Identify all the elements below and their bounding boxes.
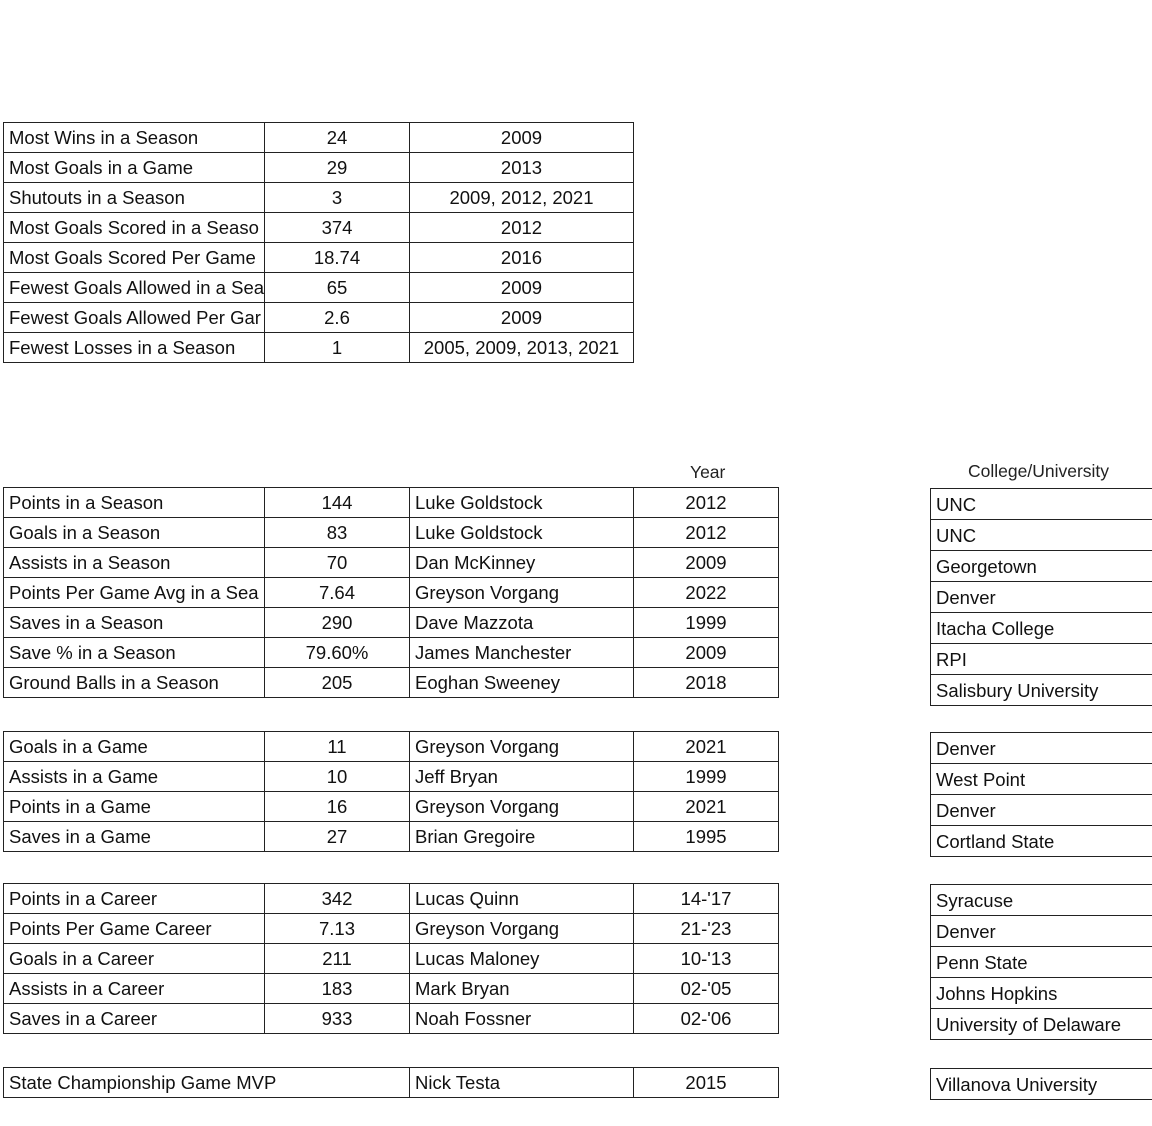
record-year: 2022 bbox=[634, 578, 779, 608]
year-column-header: Year bbox=[690, 462, 726, 482]
record-value: 10 bbox=[265, 762, 410, 792]
record-college: Denver bbox=[931, 916, 1152, 947]
game-records-table bbox=[3, 731, 779, 852]
record-college: West Point bbox=[931, 764, 1152, 795]
record-label: Goals in a Game bbox=[4, 732, 265, 762]
record-year: 14-'17 bbox=[634, 884, 779, 914]
mvp-title: State Championship Game MVP bbox=[4, 1068, 410, 1098]
record-label: Points in a Career bbox=[4, 884, 265, 914]
record-value: 16 bbox=[265, 792, 410, 822]
game-college-column bbox=[930, 732, 1152, 857]
record-label: Most Goals Scored in a Seaso bbox=[4, 213, 265, 243]
record-player: James Manchester bbox=[410, 638, 634, 668]
record-year: 02-'06 bbox=[634, 1004, 779, 1034]
record-player: Lucas Quinn bbox=[410, 884, 634, 914]
record-player: Greyson Vorgang bbox=[410, 914, 634, 944]
record-year: 02-'05 bbox=[634, 974, 779, 1004]
record-year: 2009 bbox=[634, 548, 779, 578]
record-year: 10-'13 bbox=[634, 944, 779, 974]
record-player: Jeff Bryan bbox=[410, 762, 634, 792]
team-records-table bbox=[3, 122, 634, 363]
record-label: Ground Balls in a Season bbox=[4, 668, 265, 698]
record-value: 29 bbox=[265, 153, 410, 183]
record-year: 2009, 2012, 2021 bbox=[410, 183, 634, 213]
record-year: 2021 bbox=[634, 792, 779, 822]
record-year: 2009 bbox=[634, 638, 779, 668]
record-college: University of Delaware bbox=[931, 1009, 1152, 1040]
record-year: 2012 bbox=[634, 488, 779, 518]
record-value: 342 bbox=[265, 884, 410, 914]
record-value: 3 bbox=[265, 183, 410, 213]
record-year: 2016 bbox=[410, 243, 634, 273]
record-label: Assists in a Game bbox=[4, 762, 265, 792]
record-label: Points in a Game bbox=[4, 792, 265, 822]
record-college: Denver bbox=[931, 582, 1152, 613]
record-label: Most Goals Scored Per Game bbox=[4, 243, 265, 273]
record-label: Assists in a Season bbox=[4, 548, 265, 578]
record-label: Points Per Game Career bbox=[4, 914, 265, 944]
mvp-college-column bbox=[930, 1068, 1152, 1100]
record-label: Fewest Goals Allowed Per Gar bbox=[4, 303, 265, 333]
record-value: 7.64 bbox=[265, 578, 410, 608]
mvp-college: Villanova University bbox=[931, 1069, 1152, 1100]
record-year: 2005, 2009, 2013, 2021 bbox=[410, 333, 634, 363]
record-college: Denver bbox=[931, 795, 1152, 826]
record-value: 65 bbox=[265, 273, 410, 303]
record-player: Dan McKinney bbox=[410, 548, 634, 578]
record-year: 1999 bbox=[634, 762, 779, 792]
record-value: 7.13 bbox=[265, 914, 410, 944]
record-value: 183 bbox=[265, 974, 410, 1004]
record-value: 2.6 bbox=[265, 303, 410, 333]
record-year: 2013 bbox=[410, 153, 634, 183]
record-college: RPI bbox=[931, 644, 1152, 675]
record-label: Goals in a Season bbox=[4, 518, 265, 548]
record-college: Cortland State bbox=[931, 826, 1152, 857]
record-player: Greyson Vorgang bbox=[410, 732, 634, 762]
record-value: 11 bbox=[265, 732, 410, 762]
record-year: 2018 bbox=[634, 668, 779, 698]
record-college: Syracuse bbox=[931, 885, 1152, 916]
record-college: Johns Hopkins bbox=[931, 978, 1152, 1009]
record-label: Goals in a Career bbox=[4, 944, 265, 974]
record-value: 70 bbox=[265, 548, 410, 578]
record-year: 2021 bbox=[634, 732, 779, 762]
record-player: Luke Goldstock bbox=[410, 518, 634, 548]
record-player: Lucas Maloney bbox=[410, 944, 634, 974]
record-label: Fewest Losses in a Season bbox=[4, 333, 265, 363]
record-year: 1995 bbox=[634, 822, 779, 852]
record-value: 83 bbox=[265, 518, 410, 548]
record-label: Saves in a Career bbox=[4, 1004, 265, 1034]
record-label: Shutouts in a Season bbox=[4, 183, 265, 213]
college-column-header: College/University bbox=[968, 461, 1110, 481]
record-player: Dave Mazzota bbox=[410, 608, 634, 638]
mvp-year: 2015 bbox=[634, 1068, 779, 1098]
record-value: 374 bbox=[265, 213, 410, 243]
record-label: Saves in a Game bbox=[4, 822, 265, 852]
record-college: Salisbury University bbox=[931, 675, 1152, 706]
record-player: Noah Fossner bbox=[410, 1004, 634, 1034]
record-value: 290 bbox=[265, 608, 410, 638]
record-year: 2009 bbox=[410, 303, 634, 333]
record-player: Eoghan Sweeney bbox=[410, 668, 634, 698]
record-player: Greyson Vorgang bbox=[410, 578, 634, 608]
mvp-player: Nick Testa bbox=[410, 1068, 634, 1098]
record-value: 24 bbox=[265, 123, 410, 153]
record-year: 2009 bbox=[410, 123, 634, 153]
record-college: Georgetown bbox=[931, 551, 1152, 582]
record-year: 2009 bbox=[410, 273, 634, 303]
record-college: UNC bbox=[931, 520, 1152, 551]
record-label: Points Per Game Avg in a Sea bbox=[4, 578, 265, 608]
record-college: Itacha College bbox=[931, 613, 1152, 644]
career-college-column bbox=[930, 884, 1152, 1040]
record-label: Save % in a Season bbox=[4, 638, 265, 668]
record-label: Saves in a Season bbox=[4, 608, 265, 638]
record-value: 933 bbox=[265, 1004, 410, 1034]
record-value: 144 bbox=[265, 488, 410, 518]
season-college-column bbox=[930, 488, 1152, 706]
record-player: Brian Gregoire bbox=[410, 822, 634, 852]
record-value: 211 bbox=[265, 944, 410, 974]
record-year: 21-'23 bbox=[634, 914, 779, 944]
record-value: 27 bbox=[265, 822, 410, 852]
record-college: Penn State bbox=[931, 947, 1152, 978]
record-label: Assists in a Career bbox=[4, 974, 265, 1004]
record-player: Greyson Vorgang bbox=[410, 792, 634, 822]
record-value: 79.60% bbox=[265, 638, 410, 668]
season-records-table bbox=[3, 487, 779, 698]
record-year: 2012 bbox=[634, 518, 779, 548]
record-player: Mark Bryan bbox=[410, 974, 634, 1004]
record-label: Fewest Goals Allowed in a Sea bbox=[4, 273, 265, 303]
record-year: 1999 bbox=[634, 608, 779, 638]
mvp-table bbox=[3, 1067, 779, 1098]
career-records-table bbox=[3, 883, 779, 1034]
record-college: UNC bbox=[931, 489, 1152, 520]
record-label: Points in a Season bbox=[4, 488, 265, 518]
record-label: Most Goals in a Game bbox=[4, 153, 265, 183]
record-label: Most Wins in a Season bbox=[4, 123, 265, 153]
record-value: 205 bbox=[265, 668, 410, 698]
record-year: 2012 bbox=[410, 213, 634, 243]
record-value: 1 bbox=[265, 333, 410, 363]
record-college: Denver bbox=[931, 733, 1152, 764]
record-player: Luke Goldstock bbox=[410, 488, 634, 518]
record-value: 18.74 bbox=[265, 243, 410, 273]
